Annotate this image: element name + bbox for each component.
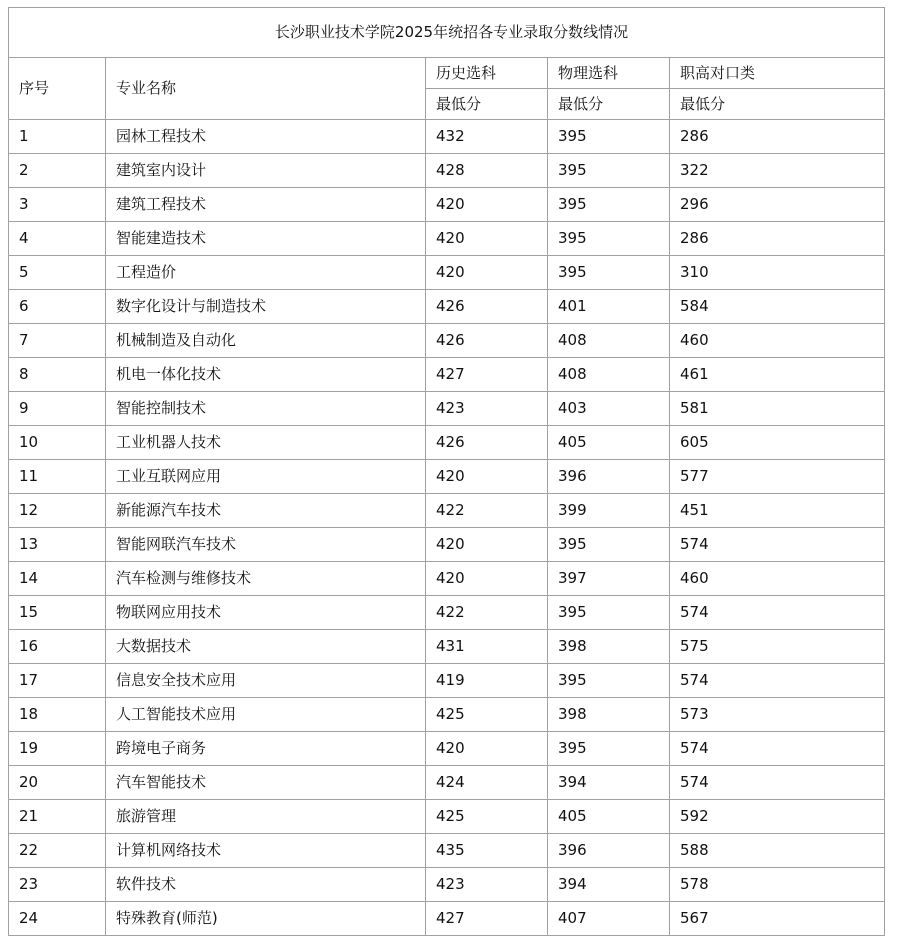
row-vocational-min: 460 [670,324,885,358]
row-vocational-min: 574 [670,664,885,698]
row-major-name: 建筑室内设计 [106,154,426,188]
row-major-name: 机械制造及自动化 [106,324,426,358]
table-row [9,290,885,324]
row-vocational-min: 322 [670,154,885,188]
row-vocational-min: 605 [670,426,885,460]
title-row [9,8,885,58]
header-row-1 [9,58,885,89]
row-history-min: 422 [426,596,548,630]
row-physics-min: 394 [548,868,670,902]
row-index: 7 [9,324,106,358]
row-major-name: 建筑工程技术 [106,188,426,222]
table-row [9,698,885,732]
table-title: 长沙职业技术学院2025年统招各专业录取分数线情况 [9,8,885,58]
row-index: 24 [9,902,106,936]
table-row [9,324,885,358]
row-history-min: 424 [426,766,548,800]
row-major-name: 物联网应用技术 [106,596,426,630]
row-major-name: 特殊教育(师范) [106,902,426,936]
row-index: 19 [9,732,106,766]
table-row [9,732,885,766]
row-physics-min: 395 [548,120,670,154]
row-history-min: 420 [426,222,548,256]
header-vocational-min: 最低分 [670,89,885,120]
row-history-min: 419 [426,664,548,698]
row-history-min: 428 [426,154,548,188]
row-physics-min: 398 [548,698,670,732]
table-row [9,868,885,902]
row-index: 2 [9,154,106,188]
table-row [9,154,885,188]
row-vocational-min: 573 [670,698,885,732]
row-major-name: 新能源汽车技术 [106,494,426,528]
row-vocational-min: 567 [670,902,885,936]
row-major-name: 跨境电子商务 [106,732,426,766]
table-row [9,562,885,596]
row-physics-min: 395 [548,154,670,188]
table-row [9,834,885,868]
row-physics-min: 399 [548,494,670,528]
row-vocational-min: 461 [670,358,885,392]
row-index: 21 [9,800,106,834]
row-vocational-min: 577 [670,460,885,494]
row-index: 17 [9,664,106,698]
header-physics-min: 最低分 [548,89,670,120]
row-major-name: 园林工程技术 [106,120,426,154]
row-index: 6 [9,290,106,324]
header-index: 序号 [9,58,106,120]
table-row [9,596,885,630]
row-history-min: 431 [426,630,548,664]
row-vocational-min: 592 [670,800,885,834]
row-physics-min: 395 [548,528,670,562]
row-index: 16 [9,630,106,664]
row-major-name: 数字化设计与制造技术 [106,290,426,324]
row-history-min: 420 [426,528,548,562]
table-row [9,664,885,698]
row-vocational-min: 296 [670,188,885,222]
row-index: 23 [9,868,106,902]
header-history-min: 最低分 [426,89,548,120]
table-row [9,494,885,528]
row-history-min: 422 [426,494,548,528]
row-major-name: 旅游管理 [106,800,426,834]
row-vocational-min: 581 [670,392,885,426]
row-physics-min: 398 [548,630,670,664]
row-physics-min: 395 [548,732,670,766]
row-physics-min: 408 [548,324,670,358]
row-vocational-min: 574 [670,596,885,630]
row-major-name: 人工智能技术应用 [106,698,426,732]
table-row [9,120,885,154]
row-major-name: 汽车检测与维修技术 [106,562,426,596]
row-major-name: 信息安全技术应用 [106,664,426,698]
row-index: 3 [9,188,106,222]
table-row [9,528,885,562]
row-vocational-min: 460 [670,562,885,596]
row-major-name: 软件技术 [106,868,426,902]
row-major-name: 工业互联网应用 [106,460,426,494]
row-physics-min: 397 [548,562,670,596]
row-vocational-min: 575 [670,630,885,664]
row-vocational-min: 286 [670,222,885,256]
table-row [9,358,885,392]
row-history-min: 420 [426,256,548,290]
row-physics-min: 403 [548,392,670,426]
header-vocational: 职高对口类 [670,58,885,89]
row-index: 10 [9,426,106,460]
row-vocational-min: 310 [670,256,885,290]
table-row [9,426,885,460]
row-history-min: 423 [426,868,548,902]
table-row [9,392,885,426]
row-index: 1 [9,120,106,154]
row-index: 22 [9,834,106,868]
row-index: 11 [9,460,106,494]
row-major-name: 智能建造技术 [106,222,426,256]
row-index: 15 [9,596,106,630]
row-physics-min: 407 [548,902,670,936]
row-index: 9 [9,392,106,426]
row-vocational-min: 451 [670,494,885,528]
table-row [9,800,885,834]
row-history-min: 435 [426,834,548,868]
row-physics-min: 405 [548,800,670,834]
row-index: 8 [9,358,106,392]
row-vocational-min: 584 [670,290,885,324]
row-vocational-min: 588 [670,834,885,868]
row-physics-min: 395 [548,256,670,290]
row-physics-min: 395 [548,222,670,256]
row-history-min: 420 [426,460,548,494]
row-major-name: 计算机网络技术 [106,834,426,868]
row-physics-min: 395 [548,188,670,222]
row-index: 13 [9,528,106,562]
row-history-min: 432 [426,120,548,154]
row-history-min: 425 [426,698,548,732]
row-history-min: 420 [426,732,548,766]
row-major-name: 工程造价 [106,256,426,290]
table-row [9,460,885,494]
row-physics-min: 401 [548,290,670,324]
row-vocational-min: 574 [670,766,885,800]
table-row [9,630,885,664]
row-history-min: 427 [426,358,548,392]
row-major-name: 智能网联汽车技术 [106,528,426,562]
row-physics-min: 396 [548,834,670,868]
table-row [9,222,885,256]
row-index: 18 [9,698,106,732]
row-history-min: 420 [426,562,548,596]
header-history: 历史选科 [426,58,548,89]
row-physics-min: 395 [548,596,670,630]
row-physics-min: 405 [548,426,670,460]
row-history-min: 426 [426,324,548,358]
row-major-name: 汽车智能技术 [106,766,426,800]
row-major-name: 智能控制技术 [106,392,426,426]
row-history-min: 426 [426,290,548,324]
row-history-min: 426 [426,426,548,460]
row-vocational-min: 574 [670,732,885,766]
row-index: 5 [9,256,106,290]
table-row [9,766,885,800]
row-history-min: 427 [426,902,548,936]
row-vocational-min: 578 [670,868,885,902]
admission-score-table [8,7,885,936]
row-index: 12 [9,494,106,528]
row-vocational-min: 286 [670,120,885,154]
row-history-min: 425 [426,800,548,834]
row-history-min: 423 [426,392,548,426]
table-row [9,902,885,936]
row-physics-min: 395 [548,664,670,698]
table-row [9,256,885,290]
row-index: 14 [9,562,106,596]
row-index: 20 [9,766,106,800]
row-physics-min: 396 [548,460,670,494]
table-row [9,188,885,222]
row-physics-min: 408 [548,358,670,392]
row-index: 4 [9,222,106,256]
header-physics: 物理选科 [548,58,670,89]
row-major-name: 大数据技术 [106,630,426,664]
row-physics-min: 394 [548,766,670,800]
row-major-name: 工业机器人技术 [106,426,426,460]
row-history-min: 420 [426,188,548,222]
header-major: 专业名称 [106,58,426,120]
row-major-name: 机电一体化技术 [106,358,426,392]
row-vocational-min: 574 [670,528,885,562]
